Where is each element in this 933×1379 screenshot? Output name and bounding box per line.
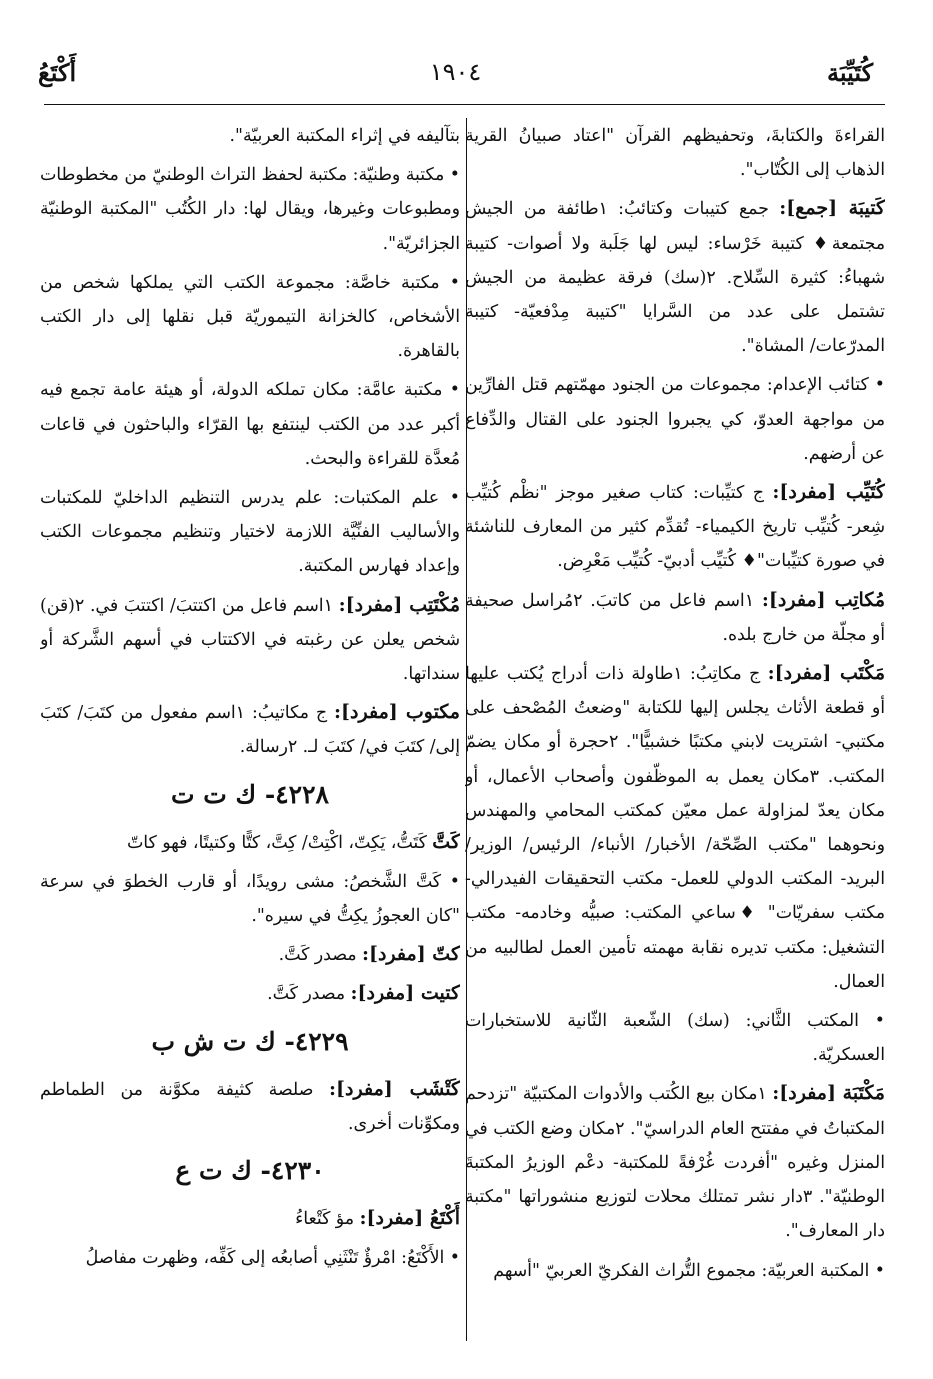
page-number: ١٩٠٤: [429, 58, 482, 86]
entry: • كَتَّ الشَّخصُ: مشى رويدًا، أو قارب الخطوَ في سرعة "كان العجوزُ يكِتُّ في سيره".: [40, 871, 460, 927]
entry: كتّ [مفرد]: مصدر كَتَّ.: [278, 943, 460, 966]
guide-word-left: أَكْتَعُ: [38, 57, 77, 87]
running-header: [38, 52, 873, 92]
entry: • المكتبة العربيّة: مجموع التُّراث الفكريّ العربيّ "أسهم: [493, 1260, 885, 1281]
entry: • الأَكْتَعُ: امْرؤٌ تَنْثَنِي أصابعُه إلى كَفِّه، وظهرت مفاصلُ: [85, 1248, 460, 1269]
entry: أَكْتَعُ [مفرد]: مؤ كَتْعاءُ: [295, 1207, 460, 1230]
section-heading: ٤٢٢٨- ك ت ت: [171, 779, 329, 809]
entry: بتآليفه في إثراء المكتبة العربيّة".: [229, 126, 460, 146]
right-column: [465, 118, 885, 1349]
guide-word-right: كُتَيِّبَة: [826, 57, 873, 87]
entry: كَتَّ كَتَتُّ، يَكِتّ، اكْتِتْ/ كِتَّ، كتًّا وكتيتًا، فهو كاتّ: [126, 830, 460, 853]
entry: • علم المكتبات: علم يدرس التنظيم الداخليّ للمكتبات والأساليب الفنِّيَّة اللازمة لاختيار وتنظيم مجموعات الكتب وإعداد فهارس المكتبة.: [40, 488, 460, 577]
entry: مُكْتَتِب [مفرد]: ١اسم فاعل من اكتتبَ/ اكتتبَ في. ٢(قن) شخص يعلن عن رغبته في الاكتتاب في أسهم الشَّركة أو سنداتها.: [40, 593, 460, 685]
entry: كَتْشَب [مفرد]: صلصة كثيفة مكوَّنة من الطماطم ومكوِّنات أخرى.: [40, 1077, 460, 1134]
entry: • مكتبة خاصَّة: مجموعة الكتب التي يملكها شخص من الأشخاص، كالخزانة التيموريّة قبل نقلها إلى دار الكتب بالقاهرة.: [40, 272, 460, 362]
entry: القراءةَ والكتابةَ، وتحفيظهم القرآن "اعتاد صبيانُ القرية الذهاب إلى الكُتّاب".: [465, 126, 885, 181]
header-rule: [44, 104, 885, 105]
entry: مَكْتَبَة [مفرد]: ١مكان بيع الكُتب والأدوات المكتبيّة "تزدحم المكتباتُ في مفتتح العام الدراسيّ". ٢مكان وضع الكتب في المنزل وغيره "أفردت غُرْفةً للمكتبة- دعْم الوزيرُ المكتبةَ الوطنيّة". ٣دار نشر تمتلك محلات لتوزيع منشوراتها "مكتبة دار المعارف".: [465, 1082, 885, 1242]
section-heading: ٤٢٣٠- ك ت ع: [175, 1156, 325, 1186]
entry: • كتائب الإعدام: مجموعات من الجنود مهمّتهم قتل الفارِّين من مواجهة العدوّ، كي يجبروا الجنود على القتال والدِّفاع عن أرضهم.: [465, 375, 885, 464]
entry: مكتوب [مفرد]: ج مكاتيبُ: ١اسم مفعول من كتَبَ/ كتَبَ إلى/ كتَبَ في/ كتَبَ لـ. ٢رسالة.: [40, 701, 460, 758]
entry: • مكتبة وطنيّة: مكتبة لحفظ التراث الوطنيّ من مخطوطات ومطبوعات وغيرها، ويقال لها: دار الكُتُب "المكتبة الوطنيّة الجزائريّة".: [40, 165, 460, 254]
entry: كُتَيِّب [مفرد]: ج كتيِّبات: كتاب صغير موجز "نظْم كُتيِّب شِعر- كُتيِّب تاريخ الكيمياء- تُقدِّم كثير من المعارف للناشئة في صورة كتيِّبات"♦ كُتيِّب أدبيّ- كُتيِّب مَعْرِض.: [465, 481, 885, 572]
entry: كتيت [مفرد]: مصدر كَتَّ.: [267, 982, 460, 1005]
entry: مُكاتِب [مفرد]: ١اسم فاعل من كاتبَ. ٢مُراسل صحيفة أو مجلّة من خارج بلده.: [465, 588, 885, 645]
section-heading: ٤٢٢٩- ك ت ش ب: [151, 1026, 349, 1056]
left-column: [40, 118, 460, 1349]
entry: مَكْتَب [مفرد]: ج مكاتِبُ: ١طاولة ذات أدراج يُكتب عليها أو قطعة الأثاث يجلس إليها للكتابة "وضعتُ المُصْحف على مكتبي- اشتريت لابني مكتبًا خشبيًّا". ٢حجرة أو مكان يضمّ المكتب. ٣مكان يعمل به الموظّفون وأصحاب الأعمال، أو مكان يعدّ لمزاولة عمل معيّن كمكتب المحامي والمهندس ونحوهما "مكتب الصِّحّة/ الأخبار/ الأنباء/ الرئيس/ الوزير/ البريد- المكتب الدولي للعمل- مكتب التحقيقات الفيدرالي- مكتب سفريّات" ♦ساعي المكتب: صبيُّه وخادمه- مكتب التشغيل: مكتب تديره نقابة مهمته تأمين العمل لطالبيه من العمال.: [465, 662, 885, 992]
entry: • مكتبة عامَّة: مكان تملكه الدولة، أو هيئة عامة تجمع فيه أكبر عدد من الكتب لينتفع بها القرّاء والباحثون في قاعات مُعدَّة للقراءة والبحث.: [40, 380, 460, 469]
entry: • المكتب الثَّاني: (سك) الشّعبة الثّانية للاستخبارات العسكريّة.: [465, 1011, 885, 1066]
entry: كَتيبَة [جمع]: جمع كتيبات وكتائبُ: ١طائفة من الجيش مجتمعة♦ كتيبة خَرْساء: ليس لها جَلَبة ولا أصوات- كتيبة شهباءُ: كثيرة السِّلاح. ٢(سك) فرقة عظيمة من الجيش تشتمل على عدد من السَّرايا "كتيبة مِدْفعيّة- كتيبة المدرّعات/ المشاة".: [465, 197, 885, 357]
